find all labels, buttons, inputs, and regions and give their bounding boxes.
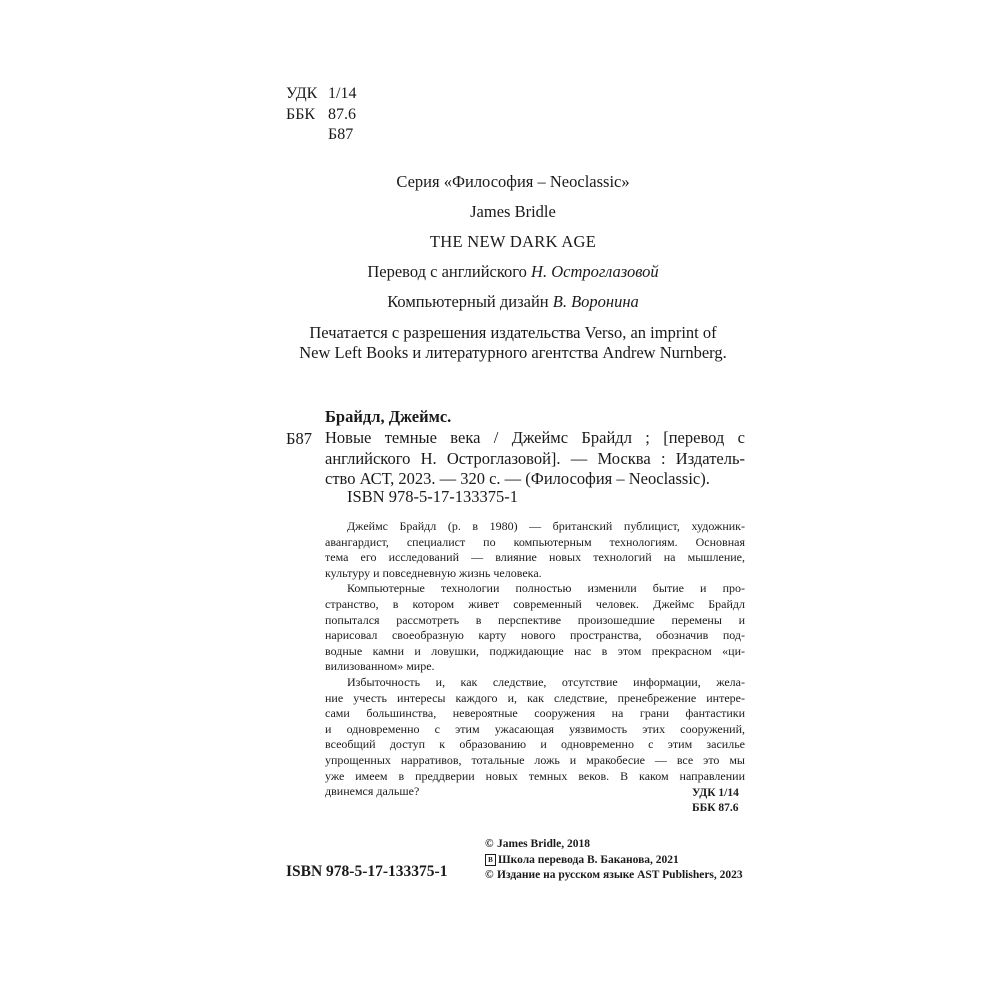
copyright-line bbox=[485, 868, 743, 884]
annotation-line: упрощенных нарративов, тотальные ложь и мракобесие — все это мы bbox=[325, 752, 745, 767]
author-mark-row bbox=[286, 125, 356, 146]
bibliographic-description bbox=[325, 428, 745, 490]
annotation-line: двинемся дальше? bbox=[325, 784, 420, 799]
bottom-isbn: ISBN 978-5-17-133375-1 bbox=[286, 863, 448, 880]
copyright-text: James Bridle, 2018 bbox=[497, 838, 590, 850]
permission-line: New Left Books и литературного агентства Andrew Nurnberg. bbox=[299, 343, 727, 362]
designer-line bbox=[286, 291, 740, 313]
udk-label: УДК bbox=[286, 85, 318, 102]
annotation bbox=[325, 519, 745, 800]
annotation-line: Джеймс Брайдл (р. в 1980) — британский публицист, художник- bbox=[347, 519, 745, 533]
author-mark: Б87 bbox=[328, 126, 354, 143]
annotation-line: авангардист, специалист по компьютерным технологиям. Основная bbox=[325, 534, 745, 549]
translator-prefix: Перевод с английского bbox=[367, 262, 527, 281]
annotation-line: уже имеем в преддверии новых темных веков. В каком направлении bbox=[325, 768, 745, 783]
author-mark-spacer bbox=[286, 125, 328, 146]
title-block bbox=[286, 171, 740, 363]
annotation-line: вилизованном» мире. bbox=[325, 659, 435, 674]
annotation-line: сами большинства, невероятные сооружения на грани фантастики bbox=[325, 706, 745, 721]
copyright-text: Школа перевода В. Баканова, 2021 bbox=[498, 853, 679, 866]
copyright-symbol: © bbox=[485, 838, 494, 850]
translator-name: Н. Остроглазовой bbox=[531, 262, 659, 281]
copyright-symbol: © bbox=[485, 869, 494, 882]
annotation-codes bbox=[692, 786, 739, 816]
udk-value: 1/14 bbox=[328, 85, 357, 102]
udk-row bbox=[286, 84, 356, 105]
permission-line: Печатается с разрешения издательства Verso, an imprint of bbox=[309, 323, 717, 342]
annotation-line: всеобщий доступ к образованию и одновременно с этим засилье bbox=[325, 737, 745, 752]
annotation-line: тема его исследований — влияние новых технологий на мышление, bbox=[325, 550, 745, 565]
annotation-line: ние учесть интересы каждого и, как следствие, пренебрежение интере- bbox=[325, 690, 745, 705]
annotation-bbk: ББК 87.6 bbox=[692, 802, 739, 814]
bibliographic-heading: Брайдл, Джеймс. bbox=[325, 407, 452, 426]
annotation-line: Избыточность и, как следствие, отсутствие информации, жела- bbox=[347, 674, 745, 689]
annotation-line: нарисовал своеобразную карту нового пространства, обозначив под- bbox=[325, 628, 745, 643]
series-line: Серия «Философия – Neoclassic» bbox=[396, 172, 630, 191]
bibliographic-line: Новые темные века / Джеймс Брайдл ; [перевод с bbox=[325, 428, 745, 447]
bbk-value: 87.6 bbox=[328, 105, 356, 123]
copyright-line bbox=[485, 837, 743, 853]
bibliographic-line: ство АСТ, 2023. — 320 с. — (Философия – Neoclassic). bbox=[325, 469, 710, 488]
classification-block bbox=[286, 84, 356, 146]
bibliographic-isbn: ISBN 978-5-17-133375-1 bbox=[347, 487, 518, 506]
bibliographic-code: Б87 bbox=[286, 429, 312, 448]
annotation-line: культуру и повседневную жизнь человека. bbox=[325, 565, 542, 580]
book-title: THE NEW DARK AGE bbox=[429, 232, 597, 251]
annotation-line: попытался рассмотреть в перспективе произошедшие перемены и bbox=[325, 612, 745, 627]
bbk-label: ББК bbox=[286, 105, 316, 123]
annotation-udk: УДК 1/14 bbox=[692, 787, 739, 799]
bbk-row bbox=[286, 105, 356, 126]
designer-prefix: Компьютерный дизайн bbox=[387, 292, 549, 311]
annotation-line: и одновременно с этим ужасающая уязвимость этих сооружений, bbox=[325, 721, 745, 736]
annotation-line: водные камни и ловушки, поджидающие нас в этом прекрасном «ци- bbox=[325, 643, 745, 658]
annotation-line: Компьютерные технологии полностью изменили бытие и про- bbox=[347, 581, 745, 596]
translator-line bbox=[286, 261, 740, 283]
author-line: James Bridle bbox=[470, 202, 556, 221]
designer-name: В. Воронина bbox=[552, 292, 639, 311]
boxed-letter-mark: В bbox=[485, 854, 496, 866]
copyright-text: Издание на русском языке AST Publishers, 2023 bbox=[497, 869, 743, 882]
copyright-line bbox=[485, 853, 743, 869]
copyright-block bbox=[485, 837, 743, 884]
bibliographic-line: английского Н. Остроглазовой]. — Москва : Издатель- bbox=[325, 448, 745, 468]
annotation-line: странство, в котором живет современный человек. Джеймс Брайдл bbox=[325, 596, 745, 611]
